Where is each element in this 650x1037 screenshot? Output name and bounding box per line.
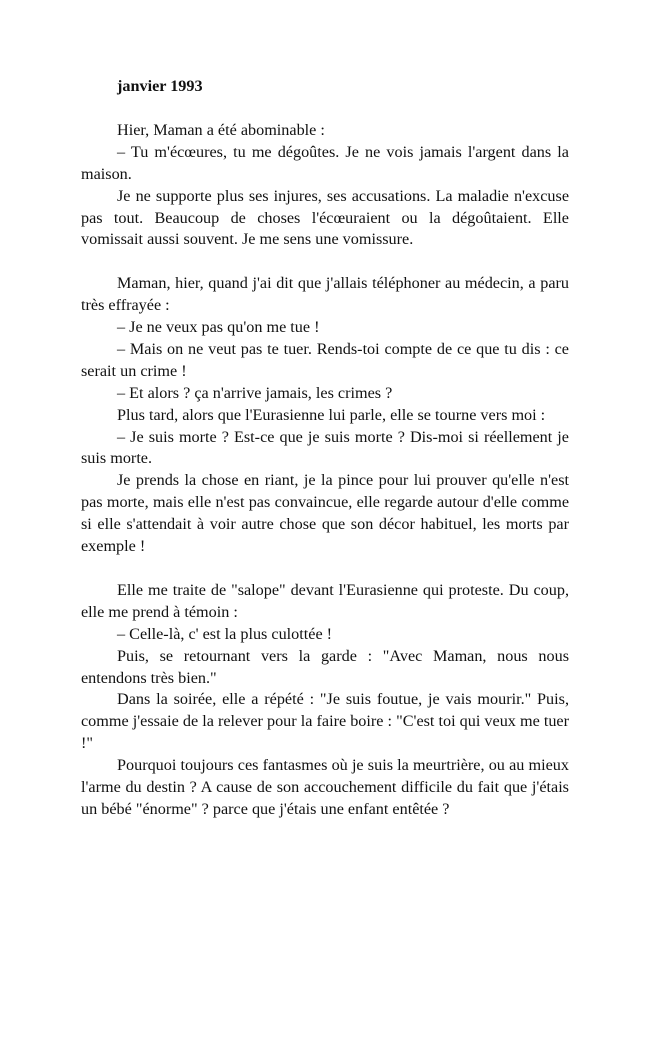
paragraph: – Et alors ? ça n'arrive jamais, les crimes ? xyxy=(117,383,393,402)
paragraph: Plus tard, alors que l'Eurasienne lui parle, elle se tourne vers moi : xyxy=(117,405,546,424)
paragraph: Maman, hier, quand j'ai dit que j'allais téléphoner au médecin, a paru très effrayée : xyxy=(81,274,569,315)
section-break xyxy=(81,251,569,273)
journal-section-2 xyxy=(81,273,569,558)
journal-page xyxy=(81,76,569,821)
paragraph: – Celle-là, c' est la plus culottée ! xyxy=(117,624,333,643)
paragraph: Elle me traite de "salope" devant l'Eurasienne qui proteste. Du coup, elle me prend à témoin : xyxy=(81,580,569,621)
paragraph: – Je ne veux pas qu'on me tue ! xyxy=(117,318,320,337)
paragraph: Hier, Maman a été abominable : xyxy=(117,120,325,139)
paragraph: Puis, se retournant vers la garde : "Avec Maman, nous nous entendons très bien." xyxy=(81,646,569,687)
paragraph: Pourquoi toujours ces fantasmes où je suis la meurtrière, ou au mieux l'arme du destin ? A cause de son accouchement difficile du fait que j'étais un bébé "énorme" ? parce que j'étais une enfant entêtée ? xyxy=(81,756,569,818)
paragraph: Je ne supporte plus ses injures, ses accusations. La maladie n'excuse pas tout. Beaucoup de choses l'écœuraient ou la dégoûtaient. Elle vomissait aussi souvent. Je me sens une vomissure. xyxy=(81,186,569,249)
paragraph: Dans la soirée, elle a répété : "Je suis foutue, je vais mourir." Puis, comme j'essaie de la relever pour la faire boire : "C'est toi qui veux me tuer !" xyxy=(81,690,569,753)
journal-section-3 xyxy=(81,580,569,821)
paragraph: – Tu m'écœures, tu me dégoûtes. Je ne vois jamais l'argent dans la maison. xyxy=(81,142,569,183)
paragraph: – Je suis morte ? Est-ce que je suis morte ? Dis-moi si réellement je suis morte. xyxy=(81,427,569,468)
section-break xyxy=(81,558,569,580)
paragraph: – Mais on ne veut pas te tuer. Rends-toi compte de ce que tu dis : ce serait un crime ! xyxy=(81,339,569,380)
spacer xyxy=(81,98,569,120)
date-heading: janvier 1993 xyxy=(117,77,203,95)
journal-section-1 xyxy=(81,120,569,251)
paragraph: Je prends la chose en riant, je la pince pour lui prouver qu'elle n'est pas morte, mais elle n'est pas convaincue, elle regarde autour d'elle comme si elle s'attendait à voir autre chose que son décor habituel, les morts par exemple ! xyxy=(81,471,569,556)
